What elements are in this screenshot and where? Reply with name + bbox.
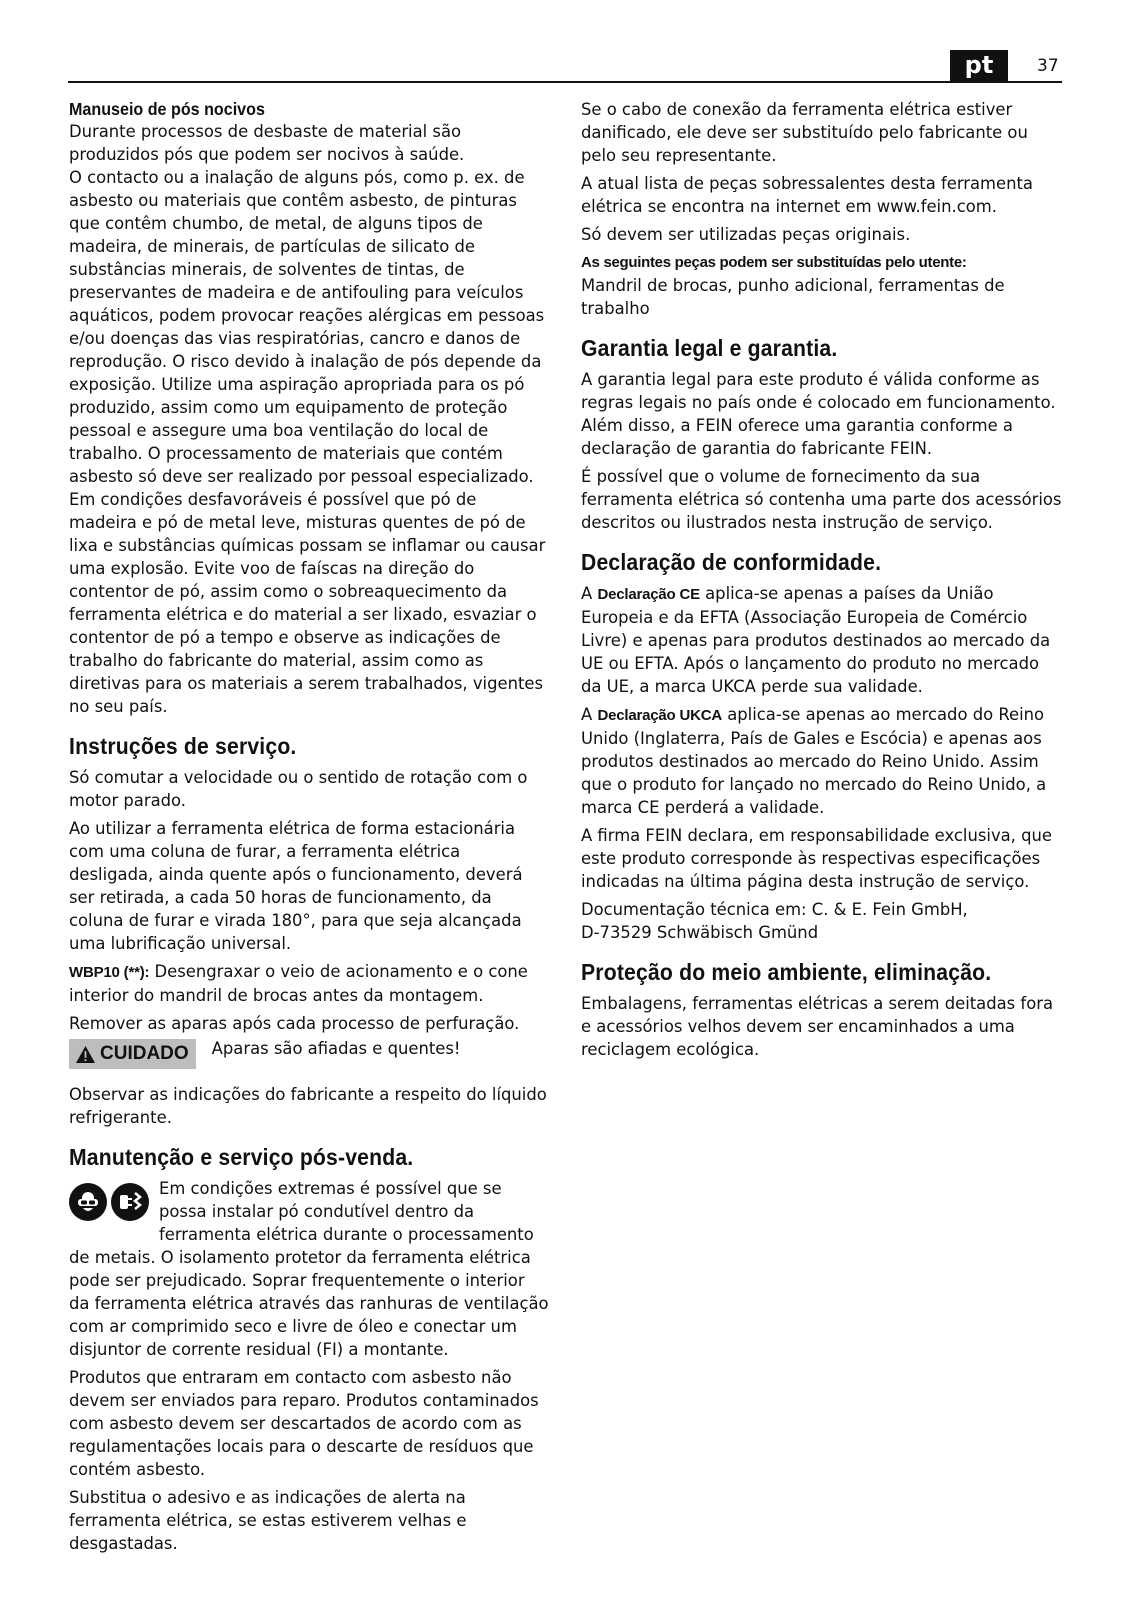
service-paragraph-3: [69, 960, 549, 1007]
ce-declaration-paragraph: [581, 582, 1063, 698]
caution-notice: [69, 1037, 549, 1069]
maintenance-heading: Manutenção e serviço pós-venda.: [69, 1144, 414, 1170]
maintenance-paragraph-2: Produtos que entraram em contacto com asbesto não devem ser enviados para reparo. Produtos contaminados com asbesto devem ser descartados de acordo com as regulamentações locais para o descarte de resíduos que contém asbesto.: [69, 1368, 539, 1479]
ukca-declaration-paragraph: [581, 703, 1063, 819]
warranty-paragraph-2: É possível que o volume de fornecimento da sua ferramenta elétrica só contenha uma parte dos acessórios descritos ou ilustrados nesta instrução de serviço.: [581, 467, 1062, 532]
language-tab: pt: [950, 50, 1008, 83]
dust-paragraph-2: O contacto ou a inalação de alguns pós, como p. ex. de asbesto ou materiais que contêm asbesto, de pinturas que contêm chumbo, de metal, de alguns tipos de madeira, de minerais, de partículas de silicato de substâncias minerais, de solventes de tintas, de preservantes de madeira e de antifouling para veículos aquáticos, podem provocar reações alérgicas em pessoas e/ou doenças das vias respiratórias, cancro e danos de reprodução. O risco devido à inalação de pós depende da exposição. Utilize uma aspiração apropriada para os pó produzido, assim como um equipamento de proteção pessoal e assegure uma boa ventilação do local de trabalho. O processamento de materiais que contém asbesto só deve ser realizado por pessoal especializado. Em condições desfavoráveis é possível que pó de madeira e pó de metal leve, misturas quentes de pó de lixa e substâncias químicas possam se inflamar ou causar uma explosão. Evite voo de faíscas na direção do contentor de pó, assim como o sobreaquecimento da ferramenta elétrica e do material a ser lixado, esvaziar o contentor de pó a tempo e observe as indicações de trabalho do fabricante do material, assim como as diretivas para os materiais a serem trabalhados, vigentes no seu país.: [69, 168, 546, 716]
header-rule: [68, 81, 1062, 83]
parts-heading: As seguintes peças podem ser substituídas pelo utente:: [581, 254, 967, 271]
page-number: 37: [1037, 56, 1059, 76]
maintenance-paragraph-1: Em condições extremas é possível que se possa instalar pó condutível dentro da ferramenta elétrica durante o processamento de metais. O isolamento protetor da ferramenta elétrica pode ser prejudicado. Soprar frequentemente o interior da ferramenta elétrica através das ranhuras de ventilação com ar comprimido seco e livre de óleo e conectar um disjuntor de corrente residual (FI) a montante.: [69, 1179, 549, 1359]
cable-paragraph-3: Só devem ser utilizadas peças originais.: [581, 225, 911, 244]
service-paragraph-5: Observar as indicações do fabricante a respeito do líquido refrigerante.: [69, 1085, 547, 1127]
caution-badge: [69, 1039, 196, 1069]
service-paragraph-1: Só comutar a velocidade ou o sentido de rotação com o motor parado.: [69, 768, 528, 810]
ukca-declaration-text: aplica-se apenas ao mercado do Reino Unido (Inglaterra, País de Gales e Escócia) e apenas aos produtos destinados ao mercado do Reino Unido. Assim que o produto for lançado no mercado do Reino Unido, a marca CE perderá a validade.: [581, 705, 1047, 817]
warranty-heading: Garantia legal e garantia.: [581, 335, 838, 361]
cable-paragraph-1: Se o cabo de conexão da ferramenta elétrica estiver danificado, ele deve ser substituído pelo fabricante ou pelo seu representante.: [581, 100, 1028, 165]
ce-declaration-label: Declaração CE: [597, 586, 700, 603]
ce-declaration-text: aplica-se apenas a países da União Europeia e da EFTA (Associação Europeia de Comércio Livre) e apenas para produtos destinados ao mercado da UE ou EFTA. Após o lançamento do produto no mercado da UE, a marca UKCA perde sua validade.: [581, 584, 1051, 696]
parts-list: Mandril de brocas, punho adicional, ferramentas de trabalho: [581, 276, 1005, 318]
technical-documentation: [581, 898, 1063, 944]
service-heading: Instruções de serviço.: [69, 733, 297, 759]
cable-paragraph-2: A atual lista de peças sobressalentes desta ferramenta elétrica se encontra na internet em www.fein.com.: [581, 174, 1033, 216]
service-paragraph-4: Remover as aparas após cada processo de perfuração.: [69, 1014, 520, 1033]
ce-prefix: A: [581, 584, 598, 603]
disconnect-plug-icon: [111, 1183, 149, 1221]
ukca-prefix: A: [581, 705, 598, 724]
warranty-paragraph-1: A garantia legal para este produto é válida conforme as regras legais no país onde é colocado em funcionamento. Além disso, a FEIN oferece uma garantia conforme a declaração de garantia do fabricante FEIN.: [581, 370, 1056, 458]
environment-heading: Proteção do meio ambiente, eliminação.: [581, 959, 992, 985]
maintenance-paragraph-1-block: [69, 1177, 549, 1366]
dust-heading: Manuseio de pós nocivos: [69, 99, 265, 119]
right-column: [581, 98, 1063, 1066]
maintenance-paragraph-3: Substitua o adesivo e as indicações de alerta na ferramenta elétrica, se estas estiverem velhas e desgastadas.: [69, 1488, 467, 1553]
caution-label: CUIDADO: [100, 1043, 189, 1064]
warning-triangle-icon: [75, 1045, 96, 1064]
doc-line-1: Documentação técnica em: C. & E. Fein GmbH,: [581, 900, 968, 919]
conformity-heading: Declaração de conformidade.: [581, 549, 882, 575]
fein-declaration: A firma FEIN declara, em responsabilidade exclusiva, que este produto corresponde às respectivas especificações indicadas na última página desta instrução de serviço.: [581, 826, 1052, 891]
dust-paragraph-1: Durante processos de desbaste de material são produzidos pós que podem ser nocivos à saúde.: [69, 122, 465, 164]
doc-line-2: D-73529 Schwäbisch Gmünd: [581, 923, 819, 942]
model-label: WBP10 (**):: [69, 964, 150, 981]
environment-paragraph: Embalagens, ferramentas elétricas a serem deitadas fora e acessórios velhos devem ser encaminhados a uma reciclagem ecológica.: [581, 994, 1054, 1059]
ukca-declaration-label: Declaração UKCA: [597, 707, 722, 724]
eye-protection-icon: [69, 1183, 107, 1221]
caution-text: Aparas são afiadas e quentes!: [211, 1039, 461, 1058]
service-paragraph-2: Ao utilizar a ferramenta elétrica de forma estacionária com uma coluna de furar, a ferramenta elétrica desligada, ainda quente após o funcionamento, deverá ser retirada, a cada 50 horas de funcionamento, da coluna de furar e virada 180°, para que seja alcançada uma lubrificação universal.: [69, 819, 523, 953]
safety-icons: [69, 1183, 153, 1231]
service-paragraph-3-text: Desengraxar o veio de acionamento e o cone interior do mandril de brocas antes da montagem.: [69, 962, 528, 1005]
left-column: [69, 98, 549, 1560]
